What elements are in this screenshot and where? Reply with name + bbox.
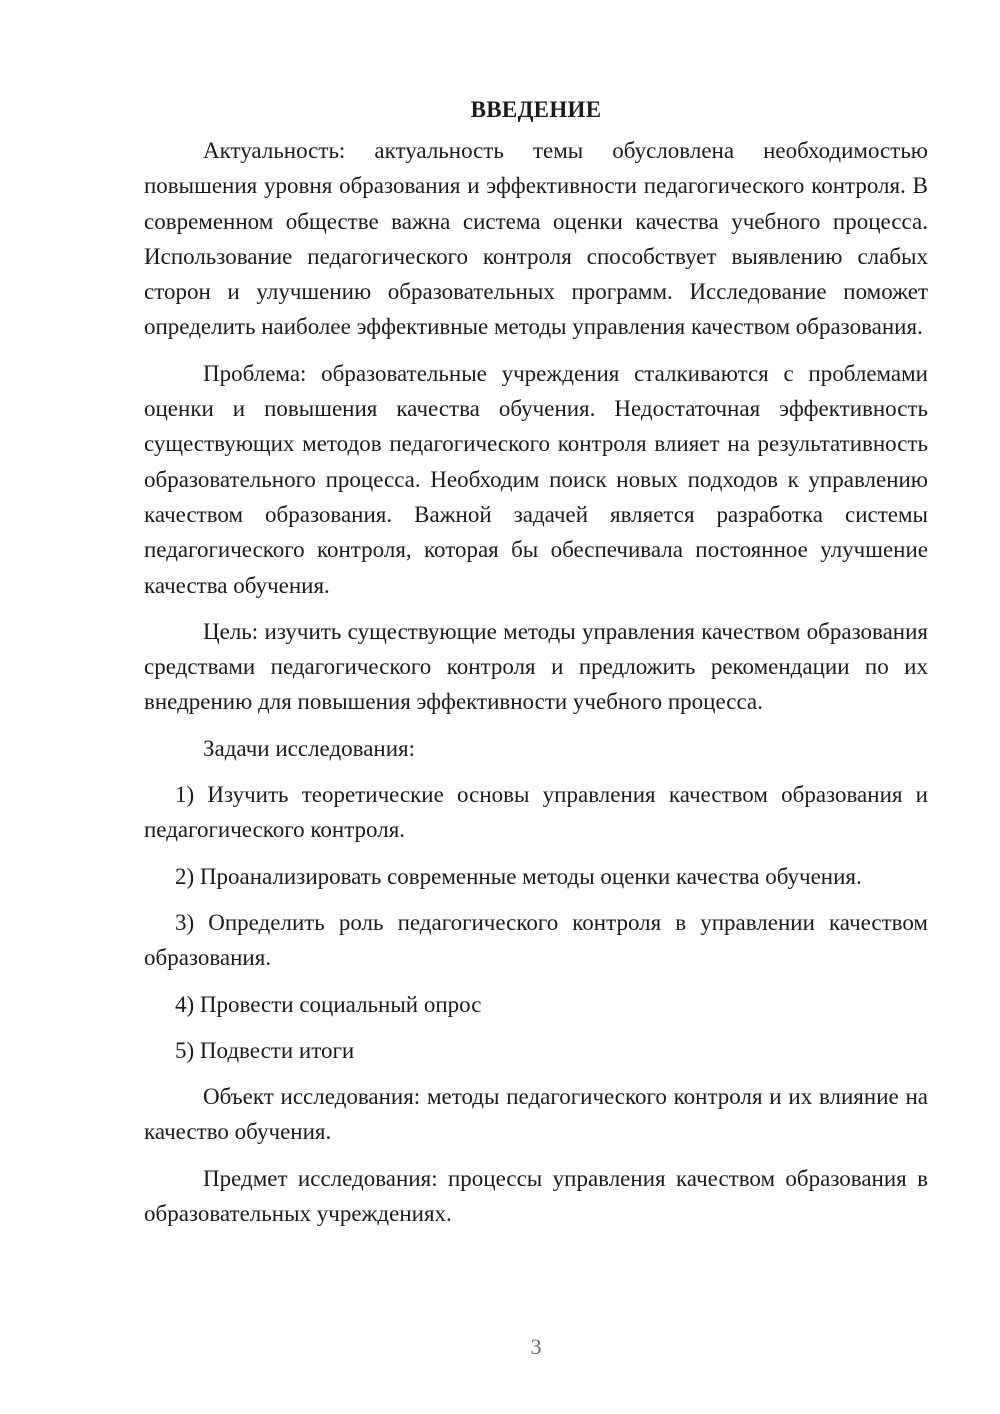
page-title: ВВЕДЕНИЕ — [470, 97, 602, 122]
task-item: 1) Изучить теоретические основы управления качеством образования и педагогического контроля. — [144, 782, 928, 843]
task-item: 5) Подвести итоги — [175, 1037, 355, 1063]
object-paragraph: Объект исследования: методы педагогического контроля и их влияние на качество обучения. — [144, 1084, 928, 1145]
task-item: 3) Определить роль педагогического контроля в управлении качеством образования. — [144, 909, 928, 971]
task-item: 2) Проанализировать современные методы оценки качества обучения. — [175, 863, 862, 889]
tasks-heading: Задачи исследования: — [203, 735, 416, 761]
goal-paragraph: Цель: изучить существующие методы управления качеством образования средствами педагогического контроля и предложить рекомендации по их внедрению для повышения эффективности учебного процесса. — [144, 618, 928, 715]
task-item: 4) Провести социальный опрос — [175, 991, 482, 1017]
problem-paragraph: Проблема: образовательные учреждения сталкиваются с проблемами оценки и повышения качества обучения. Недостаточная эффективность существующих методов педагогического контроля влияет на результативность образовательного процесса. Необходим поиск новых подходов к управлению качеством образования. Важной задачей является разработка системы педагогического контроля, которая бы обеспечивала постоянное улучшение качества обучения. — [144, 360, 928, 598]
relevance-paragraph: Актуальность: актуальность темы обусловлена необходимостью повышения уровня образования и эффективности педагогического контроля. В современном обществе важна система оценки качества учебного процесса. Использование педагогического контроля способствует выявлению слабых сторон и улучшению образовательных программ. Исследование поможет определить наиболее эффективные методы управления качеством образования. — [144, 138, 928, 340]
subject-paragraph: Предмет исследования: процессы управления качеством образования в образовательных учреждениях. — [144, 1165, 928, 1227]
page-number: 3 — [530, 1334, 542, 1359]
document-body — [144, 92, 928, 1242]
